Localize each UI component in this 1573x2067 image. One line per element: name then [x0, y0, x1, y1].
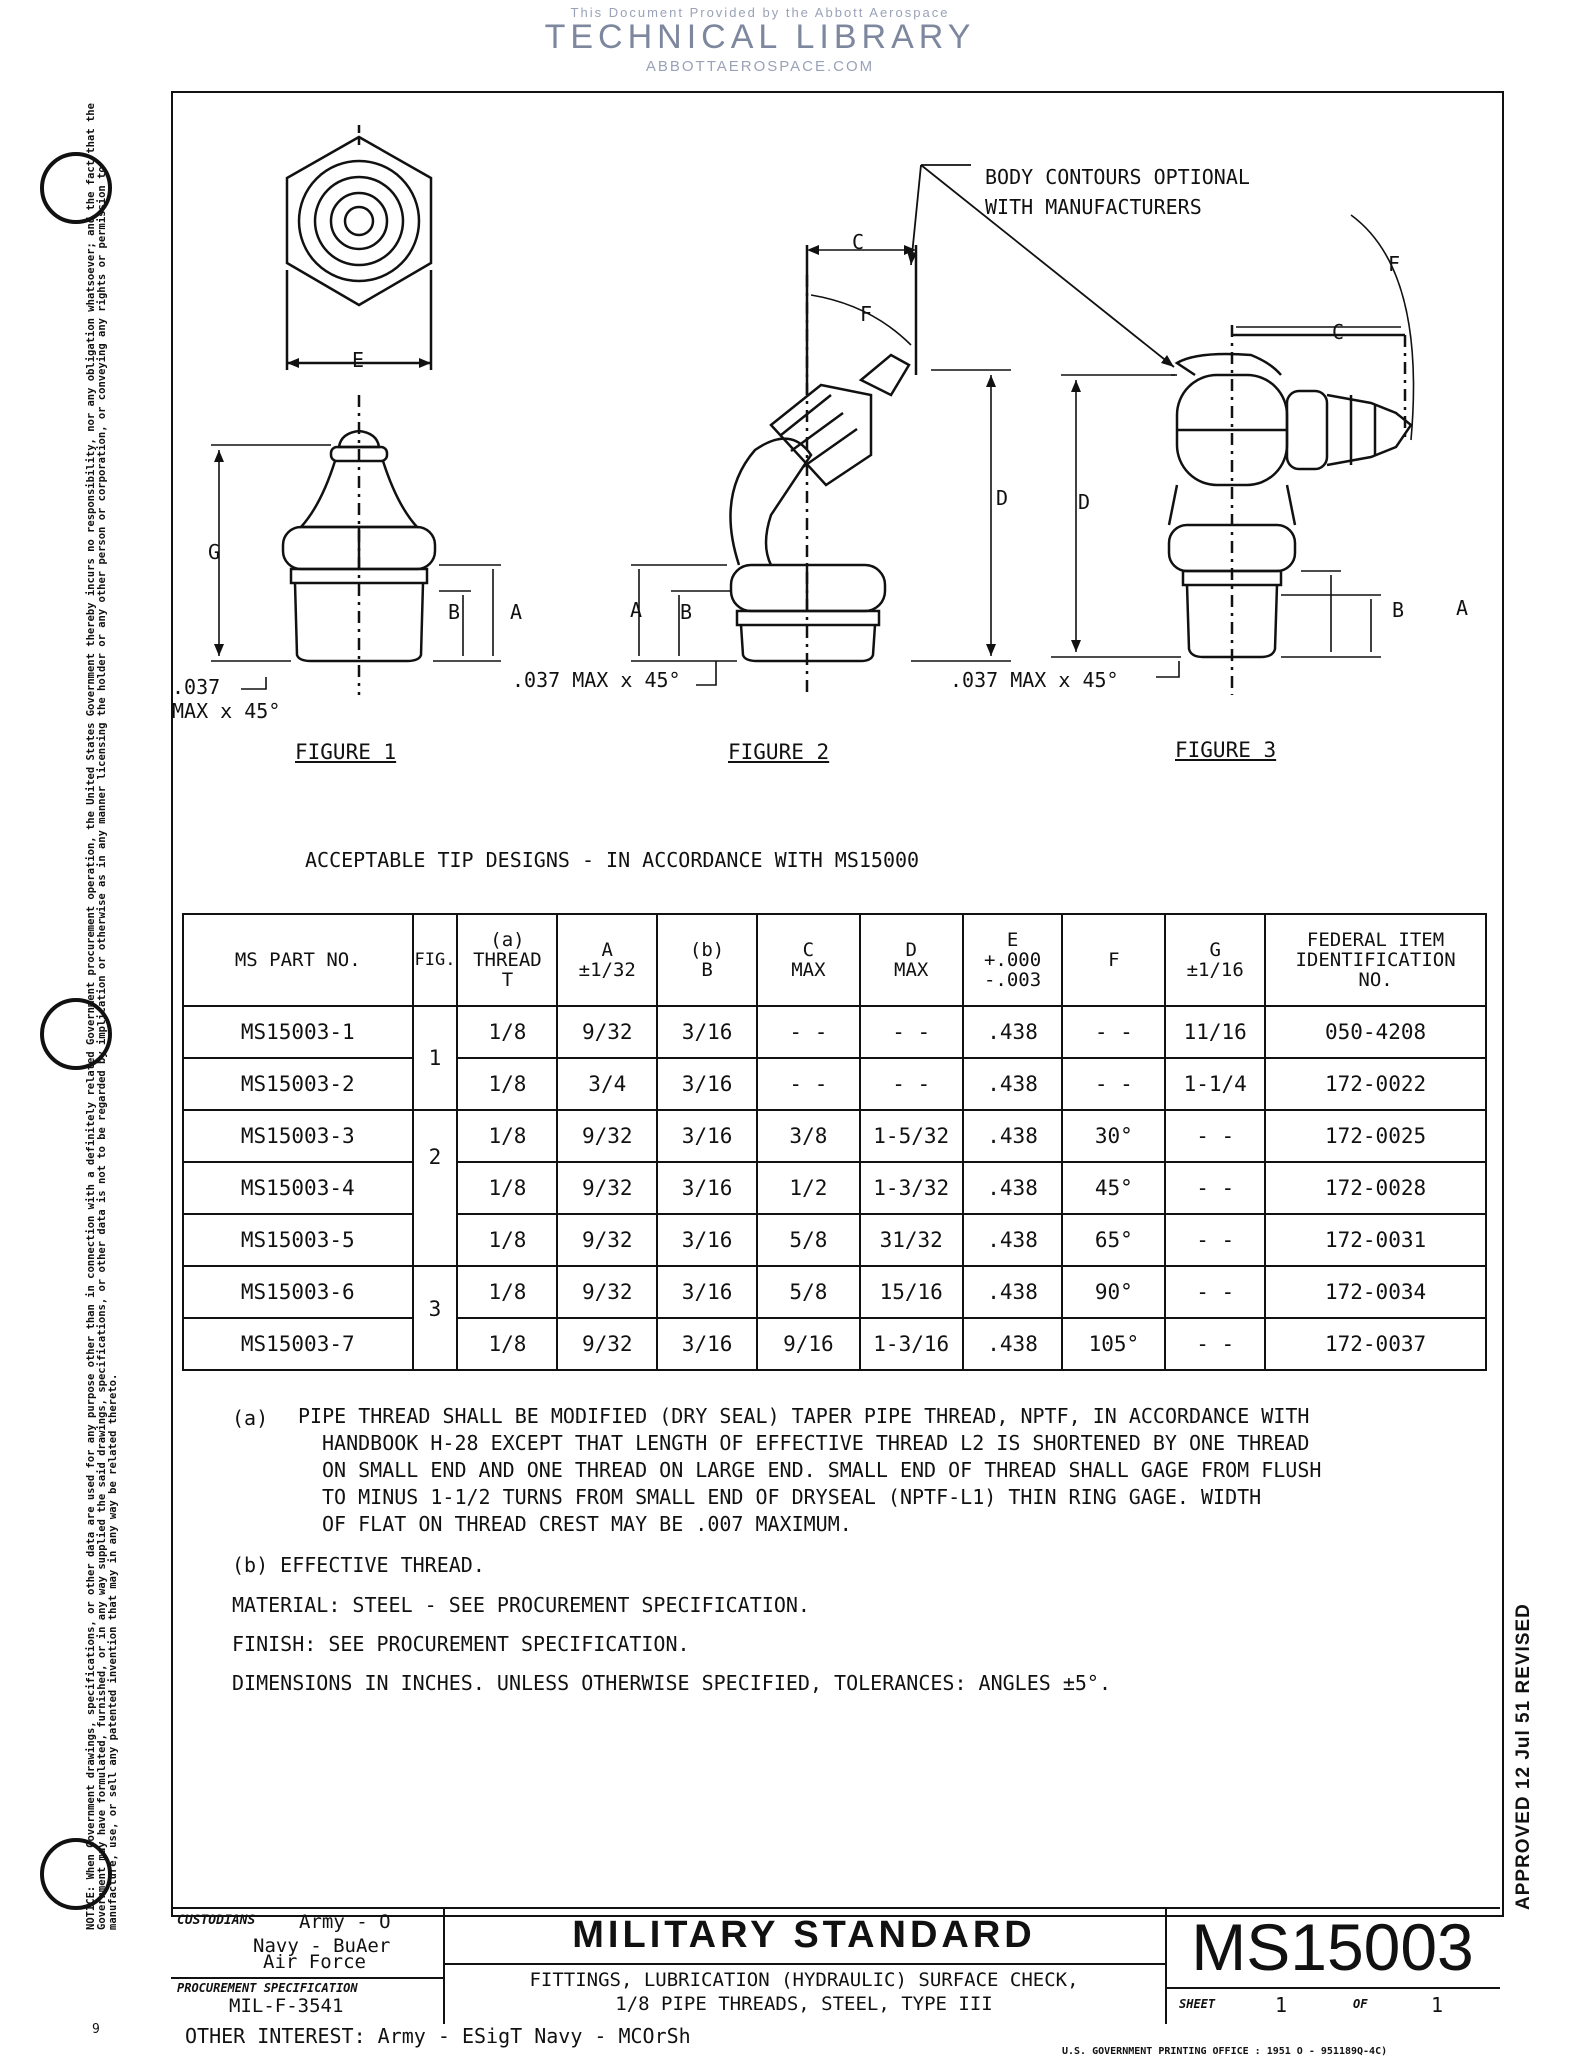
note-a-line: OF FLAT ON THREAD CREST MAY BE .007 MAXIMUM. — [322, 1512, 852, 1536]
custodian-air-force: Air Force — [263, 1951, 366, 1973]
col-header-f: F — [1062, 914, 1165, 1006]
note-a-line: TO MINUS 1-1/2 TURNS FROM SMALL END OF DRYSEAL (NPTF-L1) THIN RING GAGE. WIDTH — [322, 1485, 1262, 1509]
cell-e: .438 — [963, 1214, 1063, 1266]
figure-3-drawing — [911, 165, 1414, 695]
cell-a: 9/32 — [557, 1266, 657, 1318]
cell-c: 3/8 — [757, 1110, 860, 1162]
cell-federal-id: 050-4208 — [1265, 1006, 1486, 1058]
cell-g: - - — [1165, 1318, 1265, 1370]
fig2-chamfer: .037 MAX x 45° — [512, 668, 681, 692]
col-header-a: A ±1/32 — [557, 914, 657, 1006]
note-dimensions: DIMENSIONS IN INCHES. UNLESS OTHERWISE SPECIFIED, TOLERANCES: ANGLES ±5°. — [232, 1671, 1111, 1695]
fig2-dim-c: C — [852, 230, 865, 254]
cell-federal-id: 172-0031 — [1265, 1214, 1486, 1266]
cell-fig-group: 1 — [413, 1006, 458, 1110]
fig3-chamfer: .037 MAX x 45° — [950, 668, 1119, 692]
col-header-b: (b) B — [657, 914, 757, 1006]
col-header-e: E +.000 -.003 — [963, 914, 1063, 1006]
military-standard-heading: MILITARY STANDARD — [572, 1914, 1036, 1956]
title-line-1: FITTINGS, LUBRICATION (HYDRAULIC) SURFACE CHECK, — [529, 1969, 1079, 1991]
figure-3-label: FIGURE 3 — [1175, 738, 1277, 762]
note-material: MATERIAL: STEEL - SEE PROCUREMENT SPECIFICATION. — [232, 1593, 810, 1617]
procurement-label: PROCUREMENT SPECIFICATION — [177, 1981, 358, 1995]
cell-a: 9/32 — [557, 1110, 657, 1162]
figure-1-label: FIGURE 1 — [295, 740, 397, 764]
cell-e: .438 — [963, 1058, 1063, 1110]
cell-federal-id: 172-0028 — [1265, 1162, 1486, 1214]
fig2-dim-d: D — [996, 486, 1009, 510]
fig2-dim-f: F — [860, 302, 873, 326]
cell-g: - - — [1165, 1214, 1265, 1266]
cell-e: .438 — [963, 1110, 1063, 1162]
sheet-total: 1 — [1431, 1993, 1444, 2017]
cell-c: - - — [757, 1006, 860, 1058]
col-header-thread: (a) THREAD T — [457, 914, 557, 1006]
revision-block — [1505, 1530, 1553, 1910]
printing-office: U.S. GOVERNMENT PRINTING OFFICE : 1951 O - 951189Q-4C) — [1062, 2046, 1388, 2057]
cell-fig-group: 2 — [413, 1110, 458, 1266]
table-row — [183, 1214, 1486, 1266]
col-header-fig: FIG. — [413, 914, 458, 1006]
other-interest: OTHER INTEREST: Army - ESigT Navy - MCOrSh — [185, 2024, 691, 2048]
procurement-divider — [171, 1977, 443, 1979]
cell-c: 5/8 — [757, 1266, 860, 1318]
fig1-dim-b: B — [448, 600, 461, 624]
title-line-2: 1/8 PIPE THREADS, STEEL, TYPE III — [615, 1993, 993, 2015]
cell-f: - - — [1062, 1006, 1165, 1058]
fig3-dim-c: C — [1332, 320, 1345, 344]
title-block — [171, 1907, 1500, 2024]
body-contours-note — [985, 162, 1250, 222]
title-divider — [443, 1963, 1165, 1965]
cell-c: 1/2 — [757, 1162, 860, 1214]
fig1-dim-e: E — [352, 348, 365, 372]
table-row — [183, 1110, 1486, 1162]
corner-mark: 9 — [92, 2022, 100, 2037]
fig3-dim-d: D — [1078, 490, 1091, 514]
cell-f: 105° — [1062, 1318, 1165, 1370]
cell-thread: 1/8 — [457, 1110, 557, 1162]
note-a-line: ON SMALL END AND ONE THREAD ON LARGE END. SMALL END OF THREAD SHALL GAGE FROM FLUSH — [322, 1458, 1322, 1482]
sheet-number: 1 — [1275, 1993, 1288, 2017]
col-header-federal-id: FEDERAL ITEM IDENTIFICATION NO. — [1265, 914, 1486, 1006]
cell-b: 3/16 — [657, 1162, 757, 1214]
fig2-dim-b: B — [680, 600, 693, 624]
note-a-line: HANDBOOK H-28 EXCEPT THAT LENGTH OF EFFECTIVE THREAD L2 IS SHORTENED BY ONE THREAD — [322, 1431, 1310, 1455]
custodian-navy: Navy - BuAer — [253, 1935, 391, 1957]
cell-b: 3/16 — [657, 1110, 757, 1162]
table-row — [183, 1318, 1486, 1370]
cell-e: .438 — [963, 1006, 1063, 1058]
cell-d: - - — [860, 1058, 963, 1110]
note-a-line: PIPE THREAD SHALL BE MODIFIED (DRY SEAL) TAPER PIPE THREAD, NPTF, IN ACCORDANCE WITH — [298, 1404, 1310, 1428]
procurement-spec: MIL-F-3541 — [229, 1995, 344, 2017]
body-contours-line-1: BODY CONTOURS OPTIONAL — [985, 165, 1250, 189]
cell-a: 3/4 — [557, 1058, 657, 1110]
body-contours-line-2: WITH MANUFACTURERS — [985, 195, 1202, 219]
cell-f: 45° — [1062, 1162, 1165, 1214]
cell-b: 3/16 — [657, 1214, 757, 1266]
cell-c: - - — [757, 1058, 860, 1110]
cell-e: .438 — [963, 1162, 1063, 1214]
cell-e: .438 — [963, 1266, 1063, 1318]
custodians-cell — [171, 1909, 445, 2024]
fig3-dim-b: B — [1392, 598, 1405, 622]
fig1-dim-a: A — [510, 600, 523, 624]
cell-d: 1-3/16 — [860, 1318, 963, 1370]
figure-2-drawing — [631, 245, 1011, 695]
cell-d: 1-5/32 — [860, 1110, 963, 1162]
cell-d: 1-3/32 — [860, 1162, 963, 1214]
fig2-dim-a: A — [630, 598, 643, 622]
cell-f: 90° — [1062, 1266, 1165, 1318]
col-header-c: C MAX — [757, 914, 860, 1006]
fig1-chamfer — [172, 675, 280, 723]
cell-d: - - — [860, 1006, 963, 1058]
cell-part-no: MS15003-1 — [183, 1006, 413, 1058]
revision-text: APPROVED 12 Jul 51 REVISED — [1513, 1603, 1534, 1910]
cell-g: - - — [1165, 1162, 1265, 1214]
table-row — [183, 1006, 1486, 1058]
cell-a: 9/32 — [557, 1318, 657, 1370]
sheet-divider — [1165, 1987, 1500, 1989]
cell-federal-id: 172-0025 — [1265, 1110, 1486, 1162]
fig1-chamfer-line-2: MAX x 45° — [172, 699, 281, 723]
number-cell — [1165, 1909, 1500, 2024]
fig3-dim-f: F — [1388, 252, 1401, 276]
cell-federal-id: 172-0022 — [1265, 1058, 1486, 1110]
fig3-dim-a: A — [1456, 596, 1469, 620]
custodian-army: Army - O — [299, 1911, 391, 1933]
col-header-d: D MAX — [860, 914, 963, 1006]
cell-b: 3/16 — [657, 1318, 757, 1370]
cell-federal-id: 172-0037 — [1265, 1318, 1486, 1370]
cell-c: 5/8 — [757, 1214, 860, 1266]
cell-part-no: MS15003-6 — [183, 1266, 413, 1318]
cell-b: 3/16 — [657, 1006, 757, 1058]
cell-fig-group: 3 — [413, 1266, 458, 1370]
banner-provided-by: This Document Provided by the Abbott Aerospace — [570, 5, 950, 20]
cell-g: 11/16 — [1165, 1006, 1265, 1058]
cell-thread: 1/8 — [457, 1058, 557, 1110]
table-row — [183, 1058, 1486, 1110]
note-a-label: (a) — [232, 1406, 269, 1430]
cell-federal-id: 172-0034 — [1265, 1266, 1486, 1318]
table-header-row — [183, 914, 1486, 1006]
figure-1-side-view — [211, 395, 501, 695]
standard-number: MS15003 — [1191, 1910, 1474, 1984]
banner-website: ABBOTTAEROSPACE.COM — [645, 58, 875, 75]
title-cell — [443, 1909, 1167, 2024]
notice-text: NOTICE: When Government drawings, specifications, or other data are used for any purpose other than in connection with a definitely related Government procurement operation, the United States Government thereby incurs no responsibility, nor any obligation whatsoever; and the fact that the Government may have formulated, furnished, or in any way supplied the said drawings, specifications, or other data is not to be regarded by implication or otherwise as in any manner licensing the holder or any other person or corporation, or conveying any rights or permission to manufacture, use, or sell any patented invention that may in any way be related thereto. — [85, 103, 119, 1930]
cell-thread: 1/8 — [457, 1266, 557, 1318]
col-header-part-no: MS PART NO. — [183, 914, 413, 1006]
cell-b: 3/16 — [657, 1058, 757, 1110]
cell-g: - - — [1165, 1266, 1265, 1318]
cell-thread: 1/8 — [457, 1318, 557, 1370]
cell-thread: 1/8 — [457, 1162, 557, 1214]
figures-drawing — [171, 95, 1500, 775]
custodians-label: CUSTODIANS — [177, 1913, 256, 1928]
figure-1-top-view — [287, 125, 431, 370]
cell-part-no: MS15003-2 — [183, 1058, 413, 1110]
note-a-text — [298, 1403, 1493, 1538]
cell-b: 3/16 — [657, 1266, 757, 1318]
cell-g: - - — [1165, 1110, 1265, 1162]
tip-designs-note: ACCEPTABLE TIP DESIGNS - IN ACCORDANCE WITH MS15000 — [305, 848, 920, 872]
cell-f: 30° — [1062, 1110, 1165, 1162]
cell-a: 9/32 — [557, 1214, 657, 1266]
fig1-dim-g: G — [208, 540, 221, 564]
of-label: OF — [1353, 1997, 1368, 2011]
cell-part-no: MS15003-4 — [183, 1162, 413, 1214]
cell-e: .438 — [963, 1318, 1063, 1370]
cell-d: 15/16 — [860, 1266, 963, 1318]
cell-part-no: MS15003-3 — [183, 1110, 413, 1162]
cell-f: 65° — [1062, 1214, 1165, 1266]
cell-g: 1-1/4 — [1165, 1058, 1265, 1110]
cell-thread: 1/8 — [457, 1006, 557, 1058]
col-header-g: G ±1/16 — [1165, 914, 1265, 1006]
note-finish: FINISH: SEE PROCUREMENT SPECIFICATION. — [232, 1632, 690, 1656]
cell-a: 9/32 — [557, 1006, 657, 1058]
note-b: (b) EFFECTIVE THREAD. — [232, 1553, 485, 1577]
cell-f: - - — [1062, 1058, 1165, 1110]
banner-technical-library: TECHNICAL LIBRARY — [544, 18, 976, 56]
sheet-label: SHEET — [1179, 1997, 1216, 2011]
cell-thread: 1/8 — [457, 1214, 557, 1266]
table-row — [183, 1266, 1486, 1318]
cell-d: 31/32 — [860, 1214, 963, 1266]
table-row — [183, 1162, 1486, 1214]
cell-part-no: MS15003-7 — [183, 1318, 413, 1370]
figure-2-label: FIGURE 2 — [728, 740, 830, 764]
government-notice — [86, 100, 118, 1930]
parts-table — [182, 913, 1487, 1371]
cell-a: 9/32 — [557, 1162, 657, 1214]
cell-part-no: MS15003-5 — [183, 1214, 413, 1266]
cell-c: 9/16 — [757, 1318, 860, 1370]
fig1-chamfer-line-1: .037 — [172, 675, 221, 699]
